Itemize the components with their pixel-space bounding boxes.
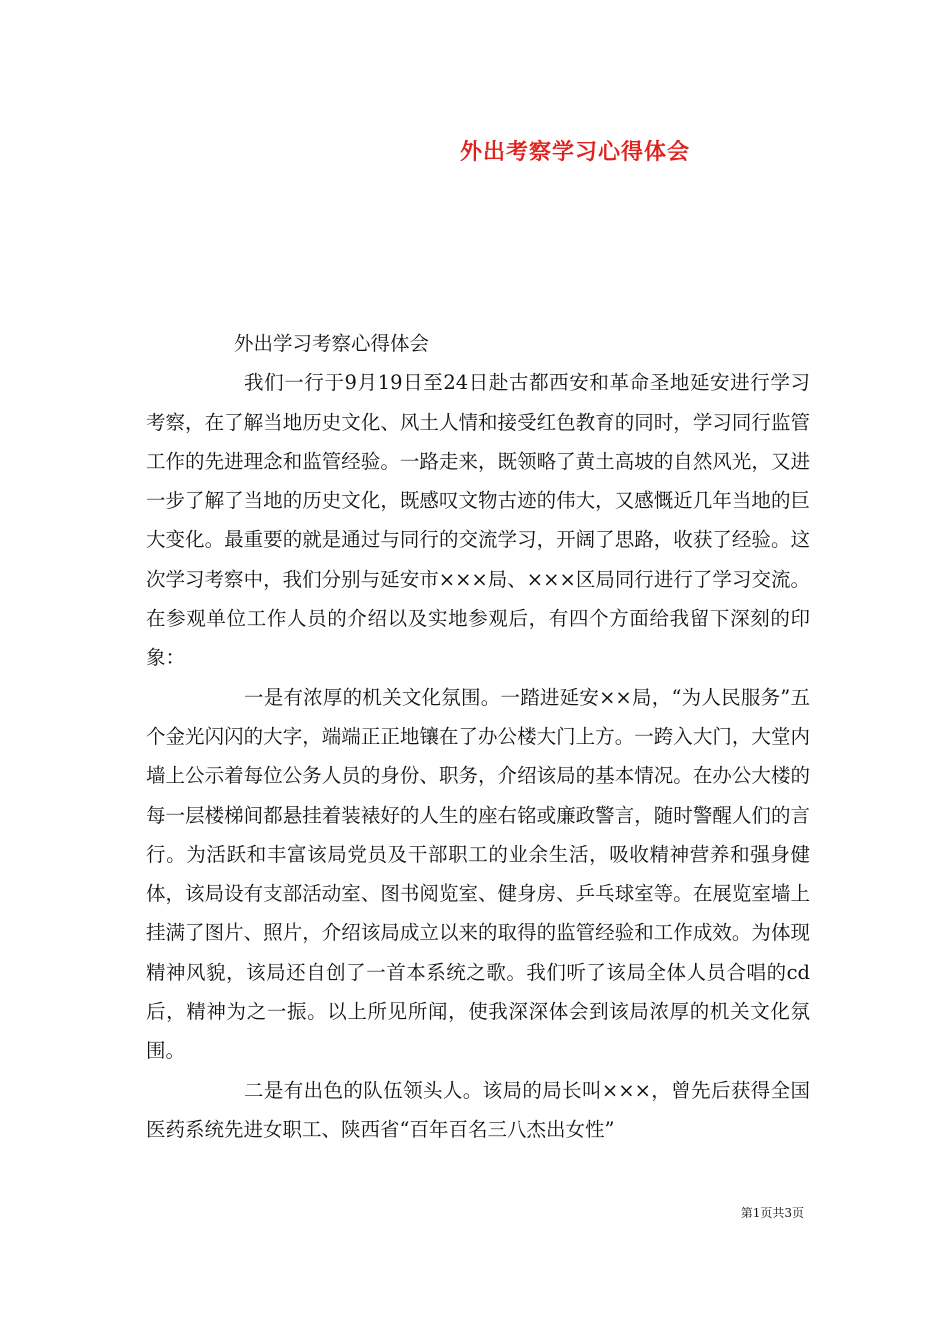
document-body: [146, 324, 810, 1149]
document-subtitle: 外出学习考察心得体会: [234, 332, 430, 355]
paragraph-point-two: 二是有出色的队伍领头人。该局的局长叫×××，曾先后获得全国医药系统先进女职工、陕西省“百年百名三八杰出女性”: [146, 1078, 810, 1141]
page-number-footer: 第1页共3页: [740, 1206, 804, 1220]
document-title: [0, 136, 950, 168]
paragraph-point-one: 一是有浓厚的机关文化氛围。一踏进延安××局，“为人民服务”五个金光闪闪的大字，端端正正地镶在了办公楼大门上方。一跨入大门，大堂内墙上公示着每位公务人员的身份、职务，介绍该局的基本情况。在办公大楼的每一层楼梯间都悬挂着装裱好的人生的座右铭或廉政警言，随时警醒人们的言行。为活跃和丰富该局党员及干部职工的业余生活，吸收精神营养和强身健体，该局设有支部活动室、图书阅览室、健身房、乒乓球室等。在展览室墙上挂满了图片、照片，介绍该局成立以来的取得的监管经验和工作成效。为体现精神风貌，该局还自创了一首本系统之歌。我们听了该局全体人员合唱的cd后，精神为之一振。以上所见所闻，使我深深体会到该局浓厚的机关文化氛围。: [146, 685, 810, 1063]
document-title-text: 外出考察学习心得体会: [459, 139, 690, 165]
paragraph-intro: 我们一行于9月19日至24日赴古都西安和革命圣地延安进行学习考察，在了解当地历史文化、风土人情和接受红色教育的同时，学习同行监管工作的先进理念和监管经验。一路走来，既领略了黄土高坡的自然风光，又进一步了解了当地的历史文化，既感叹文物古迹的伟大，又感慨近几年当地的巨大变化。最重要的就是通过与同行的交流学习，开阔了思路，收获了经验。这次学习考察中，我们分别与延安市×××局、×××区局同行进行了学习交流。在参观单位工作人员的介绍以及实地参观后，有四个方面给我留下深刻的印象：: [146, 371, 810, 670]
